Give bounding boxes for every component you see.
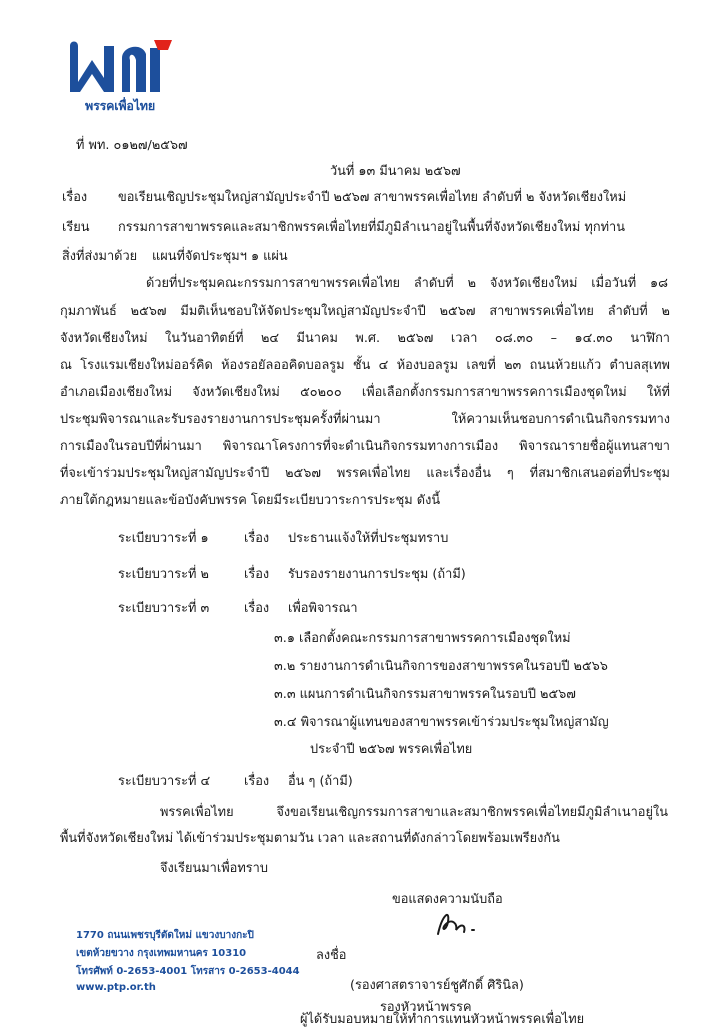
party-logo (64, 38, 176, 118)
subject-label: เรื่อง (62, 190, 88, 205)
agenda-topic-label: เรื่อง (244, 601, 270, 616)
agenda-subitem: ๓.๒ รายงานการดำเนินกิจการของสาขาพรรคในรอบปี ๒๕๖๖ (274, 659, 608, 674)
footer-address-line: 1770 ถนนเพชรบุรีตัดใหม่ แขวงบางกะปิ (76, 930, 254, 941)
agenda-subitem: ๓.๔ พิจารณาผู้แทนของสาขาพรรคเข้าร่วมประชุมใหญ่สามัญ (274, 715, 609, 730)
agenda-label: ระเบียบวาระที่ ๔ (118, 774, 211, 789)
paragraph-line: ประชุมพิจารณาและรับรองรายงานการประชุมครั้งที่ผ่านมา ให้ความเห็นชอบการดำเนินกิจกรรมทาง (60, 412, 670, 427)
regards-text: ขอแสดงความนับถือ (392, 892, 503, 907)
agenda-label: ระเบียบวาระที่ ๒ (118, 567, 209, 582)
sign-label: ลงชื่อ (316, 948, 347, 963)
footer-address-line: เขตห้วยขวาง กรุงเทพมหานคร 10310 (76, 948, 247, 959)
agenda-topic: อื่น ๆ (ถ้ามี) (288, 774, 353, 789)
party-name: พรรคเพื่อไทย (85, 98, 155, 113)
paragraph-line: กุมภาพันธ์ ๒๕๖๗ มีมติเห็นชอบให้จัดประชุมใหญ่สามัญประจำปี ๒๕๖๗ สาขาพรรคเพื่อไทย ลำดับที่ ๒ (60, 304, 670, 319)
paragraph-line: การเมืองในรอบปีที่ผ่านมา พิจารณาโครงการที่จะดำเนินกิจกรรมทางการเมือง พิจารณารายชื่อผู้แทนสาขา (60, 439, 670, 454)
paragraph-line: ที่จะเข้าร่วมประชุมใหญ่สามัญประจำปี ๒๕๖๗ พรรคเพื่อไทย และเรื่องอื่น ๆ ที่สมาชิกเสนอต่อที่ประชุม (60, 466, 670, 481)
signatory-name: (รองศาสตราจารย์ชูศักดิ์ ศิรินิล) (350, 978, 524, 993)
reference-number: ที่ พท. ๐๑๒๗/๒๕๖๗ (76, 138, 188, 153)
paragraph-line: จังหวัดเชียงใหม่ ในวันอาทิตย์ที่ ๒๔ มีนาคม พ.ศ. ๒๕๖๗ เวลา ๐๘.๓๐ – ๑๔.๓๐ นาฬิกา (60, 331, 670, 346)
enclosure-text: แผนที่จัดประชุมฯ ๑ แผ่น (152, 249, 288, 264)
party-logo-mark-icon (64, 38, 176, 96)
paragraph-line: ด้วยที่ประชุมคณะกรรมการสาขาพรรคเพื่อไทย ลำดับที่ ๒ จังหวัดเชียงใหม่ เมื่อวันที่ ๑๘ (146, 276, 668, 291)
agenda-topic: เพื่อพิจารณา (288, 601, 358, 616)
agenda-topic-label: เรื่อง (244, 567, 270, 582)
agenda-label: ระเบียบวาระที่ ๑ (118, 531, 209, 546)
agenda-subitem: ๓.๓ แผนการดำเนินกิจกรรมสาขาพรรคในรอบปี ๒๕๖๗ (274, 687, 576, 702)
closing-text: จึงเรียนมาเพื่อทราบ (160, 861, 268, 876)
signatory-position: รองหัวหน้าพรรค (380, 1000, 472, 1015)
paragraph-line: ณ โรงแรมเชียงใหม่ออร์คิด ห้องรอยัลออคิดบอลรูม ชั้น ๔ ห้องบอลรูม เลขที่ ๒๓ ถนนห้วยแก้ว ตำบลสุเทพ (60, 358, 670, 373)
agenda-label: ระเบียบวาระที่ ๓ (118, 601, 210, 616)
signatory-acting-role: ผู้ได้รับมอบหมายให้ทำการแทนหัวหน้าพรรคเพื่อไทย (300, 1012, 585, 1027)
footer-website-link[interactable]: www.ptp.or.th (76, 982, 156, 993)
paragraph-line: ภายใต้กฎหมายและข้อบังคับพรรค โดยมีระเบียบวาระการประชุม ดังนี้ (60, 493, 441, 508)
footer-phone: โทรศัพท์ 0-2653-4001 โทรสาร 0-2653-4044 (76, 966, 300, 977)
agenda-subitem-continued: ประจำปี ๒๕๖๗ พรรคเพื่อไทย (310, 742, 473, 757)
handwritten-signature-icon (428, 904, 492, 940)
agenda-topic-label: เรื่อง (244, 774, 270, 789)
agenda-subitem: ๓.๑ เลือกตั้งคณะกรรมการสาขาพรรคการเมืองชุดใหม่ (274, 631, 571, 646)
recipient-label: เรียน (62, 220, 90, 235)
paragraph-line: อำเภอเมืองเชียงใหม่ จังหวัดเชียงใหม่ ๕๐๒๐๐ เพื่อเลือกตั้งกรรมการสาขาพรรคการเมืองชุดใหม่ ให้ที่ (60, 385, 670, 400)
agenda-topic: รับรองรายงานการประชุม (ถ้ามี) (288, 567, 466, 582)
paragraph-line: พรรคเพื่อไทย จึงขอเรียนเชิญกรรมการสาขาและสมาชิกพรรคเพื่อไทยมีภูมิลำเนาอยู่ใน (160, 805, 668, 820)
paragraph-line: พื้นที่จังหวัดเชียงใหม่ ได้เข้าร่วมประชุมตามวัน เวลา และสถานที่ดังกล่าวโดยพร้อมเพรียงกัน (60, 831, 560, 846)
enclosure-label: สิ่งที่ส่งมาด้วย (62, 249, 138, 264)
letter-date: วันที่ ๑๓ มีนาคม ๒๕๖๗ (330, 164, 461, 179)
recipient-text: กรรมการสาขาพรรคและสมาชิกพรรคเพื่อไทยที่มีภูมิลำเนาอยู่ในพื้นที่จังหวัดเชียงใหม่ ทุกท่าน (118, 220, 625, 235)
subject-text: ขอเรียนเชิญประชุมใหญ่สามัญประจำปี ๒๕๖๗ สาขาพรรคเพื่อไทย ลำดับที่ ๒ จังหวัดเชียงใหม่ (118, 190, 627, 205)
agenda-topic-label: เรื่อง (244, 531, 270, 546)
agenda-topic: ประธานแจ้งให้ที่ประชุมทราบ (288, 531, 449, 546)
